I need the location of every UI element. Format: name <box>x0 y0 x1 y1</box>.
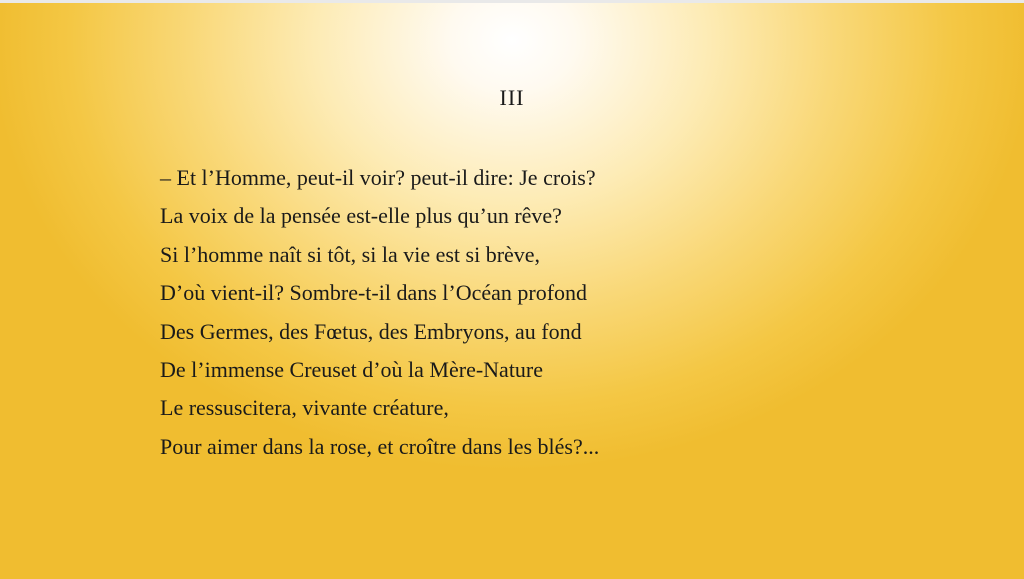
poem-line: Des Germes, des Fœtus, des Embryons, au fond <box>160 318 582 344</box>
poem-line: Pour aimer dans la rose, et croître dans les blés?... <box>160 433 600 459</box>
poem-line: – Et l’Homme, peut-il voir? peut-il dire: Je crois? <box>160 165 596 190</box>
poem-line: Si l’homme naît si tôt, si la vie est si brève, <box>160 241 541 267</box>
poem-line: D’où vient-il? Sombre-t-il dans l’Océan profond <box>160 280 588 306</box>
poem-line: Le ressuscitera, vivante créature, <box>160 395 449 421</box>
poem-line: La voix de la pensée est-elle plus qu’un rêve? <box>160 203 562 229</box>
poem-stanza <box>160 159 599 466</box>
section-number: III <box>499 85 525 110</box>
poem-line: De l’immense Creuset d’où la Mère-Nature <box>160 357 544 383</box>
